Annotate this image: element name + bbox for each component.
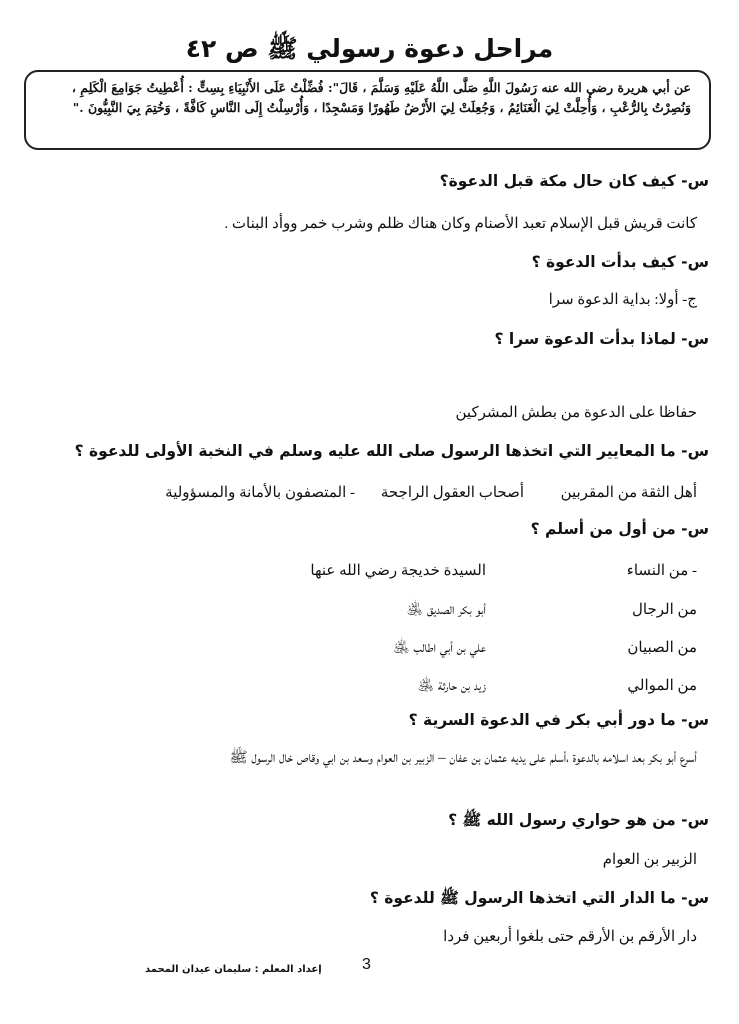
first-muslim-name: علي بن أبي اطالب ﵁ [393, 640, 486, 656]
page-number: 3 [362, 956, 371, 973]
prepared-by: إعداد المعلم : سليمان عيدان المحمد [145, 964, 322, 975]
answer-mecca-before-dawah: كانت قريش قبل الإسلام تعبد الأصنام وكان هناك ظلم وشرب خمر ووأد البنات . [224, 216, 697, 232]
page-title: مراحل دعوة رسولي ﷺ ص ٤٢ [185, 34, 554, 63]
answer-why-secret: حفاظا على الدعوة من بطش المشركين [455, 405, 697, 421]
answer-criteria-trust: أهل الثقة من المقربين [560, 485, 697, 501]
hadith-box [24, 70, 711, 150]
question-criteria: س- ما المعايير التي اتخذها الرسول صلى الله عليه وسلم في النخبة الأولى للدعوة ؟ [74, 442, 709, 460]
first-muslim-category: من الموالي [627, 678, 697, 694]
first-muslim-name: زيد بن حارثة ﵁ [417, 678, 486, 694]
answer-criteria-honesty: - المتصفون بالأمانة والمسؤولية [165, 485, 355, 501]
question-dar-al-arqam: س- ما الدار التي اتخذها الرسول ﷺ للدعوة ؟ [369, 889, 709, 907]
question-first-muslims: س- من أول من أسلم ؟ [530, 520, 709, 538]
first-muslim-category: من الصبيان [627, 640, 697, 656]
answer-abu-bakr-role: أسرع أبو بكر بعد اسلامه بالدعوة ،أسلم على يديه عثمان بن عفان – الزبير بن العوام وسعد بن ابي وقاص خال الرسول ﷺ [229, 750, 697, 766]
question-how-dawah-began: س- كيف بدأت الدعوة ؟ [531, 253, 709, 271]
question-abu-bakr-role: س- ما دور أبي بكر في الدعوة السرية ؟ [408, 711, 709, 729]
question-why-secret: س- لماذا بدأت الدعوة سرا ؟ [494, 330, 709, 348]
answer-criteria-minds: أصحاب العقول الراجحة [380, 485, 524, 501]
question-hawari: س- من هو حواري رسول الله ﷺ ؟ [448, 811, 709, 829]
first-muslim-name: السيدة خديجة رضي الله عنها [310, 563, 486, 579]
first-muslim-category: من الرجال [632, 602, 697, 618]
answer-dar-al-arqam: دار الأرقم بن الأرقم حتى بلغوا أربعين فردا [443, 929, 697, 945]
question-mecca-before-dawah: س- كيف كان حال مكة قبل الدعوة؟ [439, 172, 709, 190]
hadith-text: عن أبي هريرة رضي الله عنه رَسُولَ اللَّهِ صَلَّى اللَّهُ عَلَيْهِ وَسَلَّمَ ، قَالَ": فُضِّلْتُ عَلَى الأَنْبِيَاءِ بِسِتٍّ : أُعْطِيتُ جَوَامِعَ الْكَلِمِ ، وَنُصِرْتُ بِالرُّعْبِ ، وَأُحِلَّتْ لِيَ الْغَنَائِمُ ، وَجُعِلَتْ لِيَ الأَرْضُ طَهُورًا وَمَسْجِدًا ، وَأُرْسِلْتُ إِلَى النَّاسِ كَافَّةً ، وَخُتِمَ بِيَ النَّبِيُّونَ ." [71, 80, 691, 115]
answer-hawari: الزبير بن العوام [602, 852, 697, 868]
first-muslim-name: أبو بكر الصديق ﵁ [406, 602, 486, 618]
answer-how-dawah-began: ج- أولا: بداية الدعوة سرا [548, 292, 697, 308]
first-muslim-category: - من النساء [626, 563, 697, 579]
